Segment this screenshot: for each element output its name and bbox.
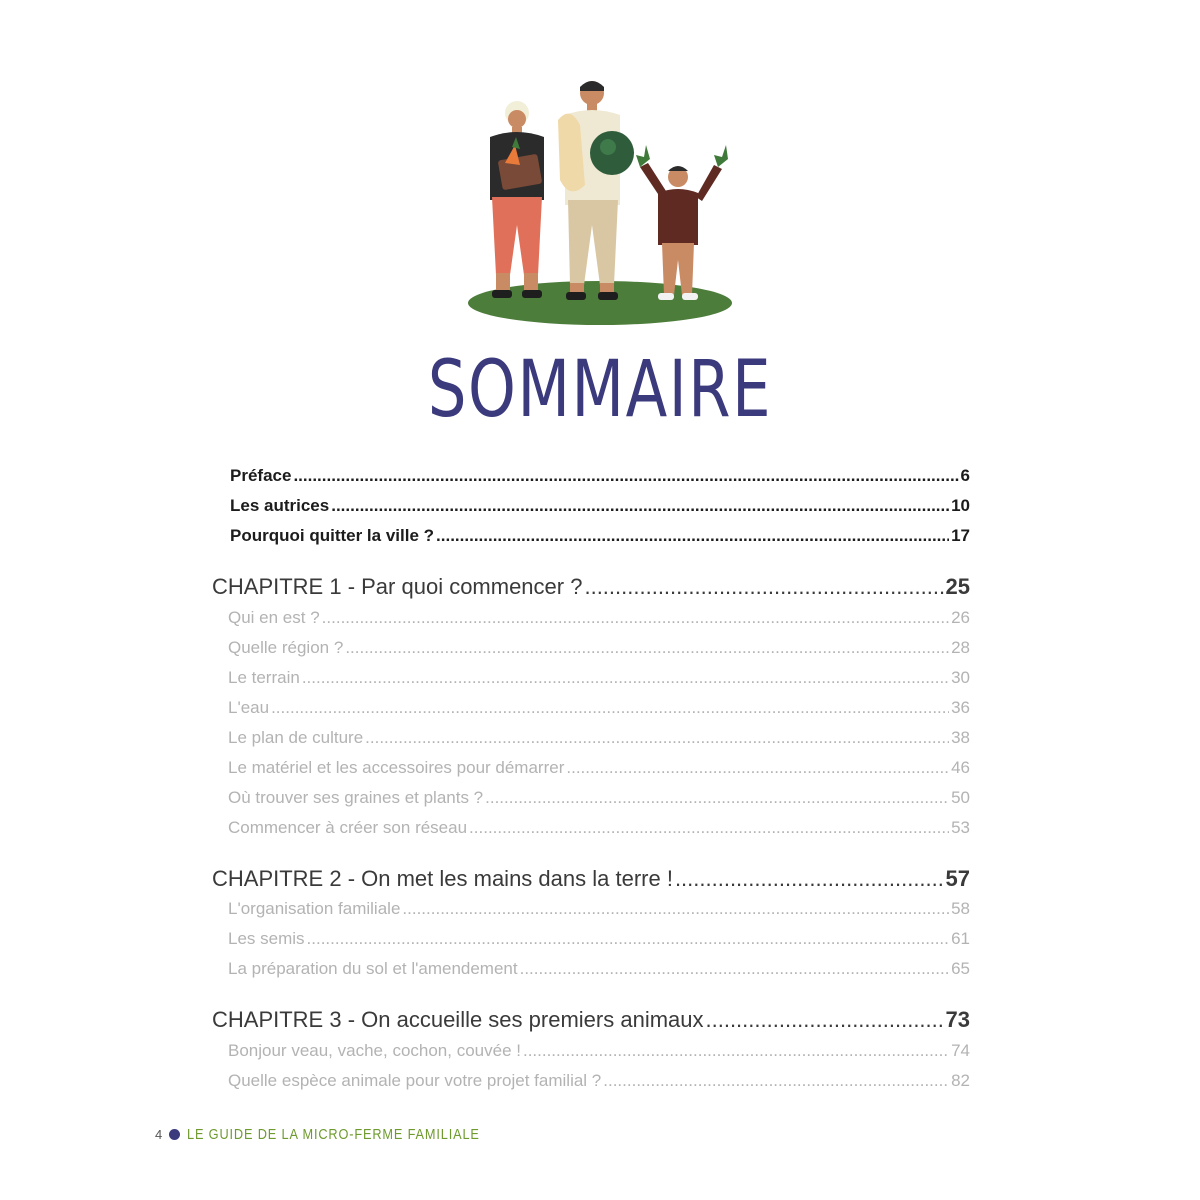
section-label: Quelle région ? [228,638,344,657]
dot-leader [345,638,949,658]
section-page: 53 [951,818,970,837]
toc-section[interactable] [228,698,970,718]
section-label: Les semis [228,929,305,948]
section-page: 82 [951,1071,970,1090]
dot-leader [436,526,949,546]
section-page: 30 [951,668,970,687]
toc-entry-label: Préface [230,466,292,485]
section-label: Le matériel et les accessoires pour démarrer [228,758,565,777]
toc-section[interactable] [228,758,970,778]
section-label: L'organisation familiale [228,899,401,918]
section-label: L'eau [228,698,270,717]
toc-section[interactable] [228,788,970,808]
section-page: 28 [951,638,970,657]
section-page: 50 [951,788,970,807]
dot-leader [584,574,943,600]
dot-leader [675,866,944,892]
section-label: Où trouver ses graines et plants ? [228,788,484,807]
section-label: Le plan de culture [228,728,364,747]
chapter-title: CHAPITRE 1 - Par quoi commencer ? [212,574,583,599]
toc-section[interactable] [228,728,970,748]
bullet-dot-icon [169,1129,180,1140]
section-page: 26 [951,608,970,627]
toc-chapter-3[interactable] [212,1007,970,1033]
section-label: Qui en est ? [228,608,320,627]
dot-leader [485,788,949,808]
toc-chapter-1[interactable] [212,574,970,600]
toc-entry-authors[interactable] [230,496,970,516]
dot-leader [365,728,949,748]
section-label: Quelle espèce animale pour votre projet familial ? [228,1071,602,1090]
dot-leader [322,608,949,628]
section-page: 65 [951,959,970,978]
dot-leader [603,1071,949,1091]
toc-entry-preface[interactable] [230,466,970,486]
page-title: SOMMAIRE [427,345,773,435]
chapter-title: CHAPITRE 2 - On met les mains dans la terre ! [212,866,673,891]
chapter-title: CHAPITRE 3 - On accueille ses premiers animaux [212,1007,704,1032]
section-page: 46 [951,758,970,777]
section-page: 36 [951,698,970,717]
dot-leader [523,1041,949,1061]
toc-chapter-2[interactable] [212,866,970,892]
dot-leader [566,758,949,778]
section-label: La préparation du sol et l'amendement [228,959,518,978]
toc-entry-page: 6 [960,466,970,485]
page-footer [155,1126,532,1143]
book-title: LE GUIDE DE LA MICRO-FERME FAMILIALE [187,1126,480,1143]
chapter-page: 57 [945,866,970,891]
toc-section[interactable] [228,899,970,919]
page-number: 4 [155,1127,164,1142]
section-page: 61 [951,929,970,948]
section-page: 58 [951,899,970,918]
section-label: Bonjour veau, vache, cochon, couvée ! [228,1041,521,1060]
toc-entry-page: 10 [951,496,970,515]
dot-leader [307,929,950,949]
toc-section[interactable] [228,668,970,688]
toc-entry-label: Les autrices [230,496,330,515]
dot-leader [469,818,949,838]
toc-section[interactable] [228,929,970,949]
section-page: 74 [951,1041,970,1060]
dot-leader [302,668,949,688]
toc-section[interactable] [228,818,970,838]
toc-section[interactable] [228,1041,970,1061]
dot-leader [293,466,958,486]
dot-leader [706,1007,944,1033]
toc-section[interactable] [228,959,970,979]
toc-entry-label: Pourquoi quitter la ville ? [230,526,435,545]
dot-leader [402,899,949,919]
toc-entry-page: 17 [951,526,970,545]
section-page: 38 [951,728,970,747]
dot-leader [520,959,949,979]
dot-leader [271,698,949,718]
section-label: Commencer à créer son réseau [228,818,468,837]
toc-entry-why-leave[interactable] [230,526,970,546]
dot-leader [331,496,949,516]
toc-section[interactable] [228,608,970,628]
toc-section[interactable] [228,638,970,658]
chapter-page: 73 [945,1007,970,1032]
chapter-page: 25 [945,574,970,599]
section-label: Le terrain [228,668,300,687]
toc-section[interactable] [228,1071,970,1091]
